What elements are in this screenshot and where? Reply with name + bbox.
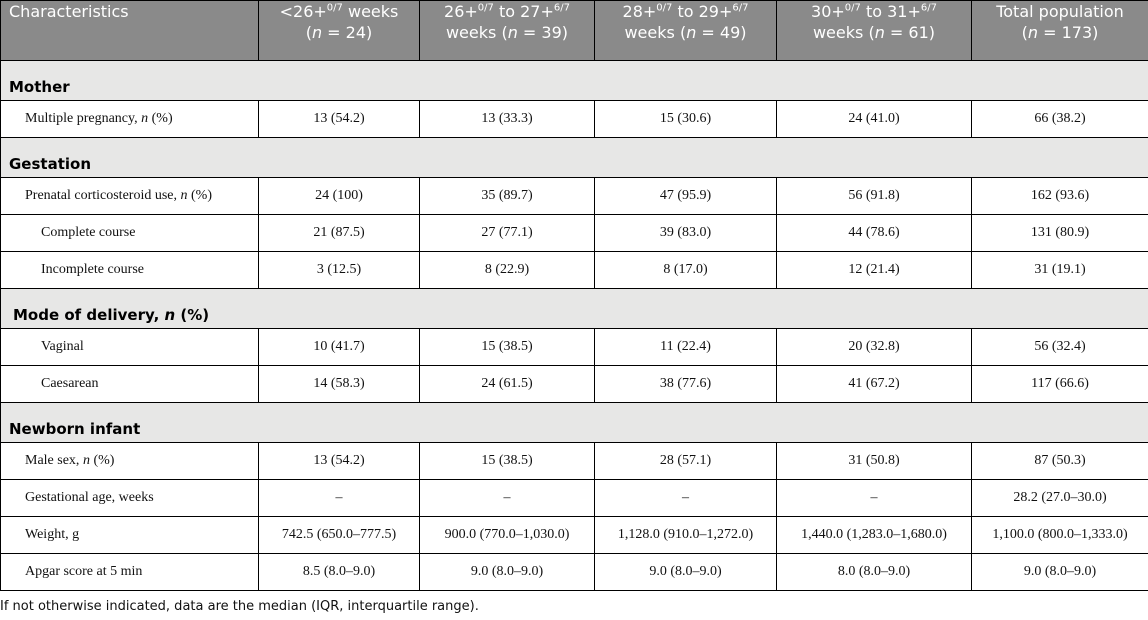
table-cell: 8 (17.0): [595, 252, 777, 289]
section-row-newborn: [1, 403, 1148, 443]
n-eq: =: [696, 23, 720, 42]
table-cell: 12 (21.4): [777, 252, 972, 289]
table-row: [1, 517, 1148, 554]
n-value: 39: [541, 23, 562, 42]
table-cell: 10 (41.7): [259, 329, 420, 366]
n-eq: =: [1038, 23, 1062, 42]
n-paren: (: [501, 23, 508, 42]
table-cell: 15 (38.5): [420, 329, 595, 366]
table-cell: 28.2 (27.0–30.0): [972, 480, 1148, 517]
label-text: (%): [148, 111, 173, 126]
n-paren: ): [928, 23, 936, 42]
table-cell: 9.0 (8.0–9.0): [595, 554, 777, 591]
table-row: [1, 252, 1148, 289]
table-row: [1, 178, 1148, 215]
table-cell: 15 (38.5): [420, 443, 595, 480]
n-symbol: n: [1027, 23, 1038, 42]
row-label: Incomplete course: [1, 252, 259, 289]
table-cell: 131 (80.9): [972, 215, 1148, 252]
row-label: Vaginal: [1, 329, 259, 366]
table-cell: 8.5 (8.0–9.0): [259, 554, 420, 591]
table-row: [1, 554, 1148, 591]
header-text: to 31+: [860, 2, 921, 21]
n-value: 24: [345, 23, 367, 42]
table-cell: 900.0 (770.0–1,030.0): [420, 517, 595, 554]
header-30-31: [777, 1, 972, 61]
header-text: weeks: [445, 23, 497, 42]
label-text: Prenatal corticosteroid use,: [25, 188, 181, 203]
table-cell: 14 (58.3): [259, 366, 420, 403]
table-cell: 24 (41.0): [777, 101, 972, 138]
n-paren: ): [740, 23, 747, 42]
header-text: Total population: [996, 2, 1124, 21]
n-paren: ): [366, 23, 373, 42]
table-cell: –: [259, 480, 420, 517]
header-text: to 29+: [672, 2, 733, 21]
table-cell: 15 (30.6): [595, 101, 777, 138]
table-cell: 21 (87.5): [259, 215, 420, 252]
table-cell: 13 (54.2): [259, 443, 420, 480]
n-eq: =: [884, 23, 909, 42]
header-sup: 0/7: [326, 2, 343, 14]
n-value: 61: [908, 23, 929, 42]
table-cell: 27 (77.1): [420, 215, 595, 252]
section-row-mother: [1, 61, 1148, 101]
header-28-29: [595, 1, 777, 61]
header-text: weeks: [812, 23, 864, 42]
table-row: [1, 443, 1148, 480]
table-cell: 28 (57.1): [595, 443, 777, 480]
table-cell: –: [777, 480, 972, 517]
label-text: Male sex,: [25, 453, 83, 468]
n-paren: (: [868, 23, 875, 42]
table-cell: 162 (93.6): [972, 178, 1148, 215]
table-cell: 13 (54.2): [259, 101, 420, 138]
table-row: [1, 329, 1148, 366]
label-italic: n: [141, 111, 149, 126]
n-paren: (: [679, 23, 687, 42]
table-cell: 742.5 (650.0–777.5): [259, 517, 420, 554]
section-text: Mode of delivery,: [13, 306, 165, 324]
table-cell: 3 (12.5): [259, 252, 420, 289]
table-cell: 24 (61.5): [420, 366, 595, 403]
header-text: 30+: [811, 2, 845, 21]
row-label: Caesarean: [1, 366, 259, 403]
table-cell: 117 (66.6): [972, 366, 1148, 403]
section-row-gestation: [1, 138, 1148, 178]
header-sup: 6/7: [732, 2, 749, 14]
header-row: [1, 1, 1148, 61]
table-cell: 56 (32.4): [972, 329, 1148, 366]
n-eq: =: [322, 23, 346, 42]
header-text: to 27+: [493, 2, 554, 21]
table-row: [1, 215, 1148, 252]
header-sup: 6/7: [553, 2, 570, 14]
n-paren: ): [561, 23, 569, 42]
label-italic: n: [180, 188, 188, 203]
header-label: Characteristics: [9, 2, 129, 21]
table-footnote: If not otherwise indicated, data are the median (IQR, interquartile range).: [0, 599, 479, 614]
table-cell: 24 (100): [259, 178, 420, 215]
table-cell: 8.0 (8.0–9.0): [777, 554, 972, 591]
table-cell: 35 (89.7): [420, 178, 595, 215]
table-cell: 11 (22.4): [595, 329, 777, 366]
header-text: 28+: [622, 2, 657, 21]
label-text: (%): [89, 453, 115, 468]
table-cell: 31 (50.8): [777, 443, 972, 480]
section-italic: n: [164, 306, 176, 324]
row-label: [1, 443, 259, 480]
n-paren: ): [1092, 23, 1099, 42]
label-text: (%): [187, 188, 213, 203]
n-symbol: n: [874, 23, 885, 42]
section-title: Mother: [1, 61, 1148, 101]
n-eq: =: [517, 23, 542, 42]
table-cell: 31 (19.1): [972, 252, 1148, 289]
table-cell: 1,100.0 (800.0–1,333.0): [972, 517, 1148, 554]
n-symbol: n: [311, 23, 323, 42]
header-sup: 0/7: [656, 2, 673, 14]
table-cell: 13 (33.3): [420, 101, 595, 138]
section-title: Newborn infant: [1, 403, 1148, 443]
table-cell: 38 (77.6): [595, 366, 777, 403]
row-label: [1, 101, 259, 138]
table-cell: 1,128.0 (910.0–1,272.0): [595, 517, 777, 554]
table-cell: 20 (32.8): [777, 329, 972, 366]
header-lt26: [259, 1, 420, 61]
section-text: (%): [175, 306, 210, 324]
table-cell: 66 (38.2): [972, 101, 1148, 138]
section-row-delivery: [1, 289, 1148, 329]
table-cell: 39 (83.0): [595, 215, 777, 252]
row-label: Gestational age, weeks: [1, 480, 259, 517]
header-text: 26+: [444, 2, 478, 21]
header-characteristics: [1, 1, 259, 61]
n-paren: (: [305, 23, 312, 42]
table-row: [1, 101, 1148, 138]
table-cell: –: [595, 480, 777, 517]
table-cell: 41 (67.2): [777, 366, 972, 403]
header-sup: 6/7: [920, 2, 937, 14]
row-label: Weight, g: [1, 517, 259, 554]
section-title: [1, 289, 1148, 329]
header-text: weeks: [342, 2, 399, 21]
row-label: [1, 178, 259, 215]
table-cell: 47 (95.9): [595, 178, 777, 215]
n-paren: (: [1021, 23, 1028, 42]
table-cell: 9.0 (8.0–9.0): [972, 554, 1148, 591]
table-cell: –: [420, 480, 595, 517]
table-row: [1, 480, 1148, 517]
table-cell: 87 (50.3): [972, 443, 1148, 480]
header-sup: 0/7: [477, 2, 494, 14]
n-symbol: n: [686, 23, 697, 42]
table-cell: 9.0 (8.0–9.0): [420, 554, 595, 591]
header-text: <26+: [279, 2, 327, 21]
row-label: Complete course: [1, 215, 259, 252]
header-26-27: [420, 1, 595, 61]
n-value: 173: [1061, 23, 1093, 42]
table-cell: 56 (91.8): [777, 178, 972, 215]
section-title: Gestation: [1, 138, 1148, 178]
label-italic: n: [82, 453, 90, 468]
label-text: Multiple pregnancy,: [25, 111, 142, 126]
table-cell: 8 (22.9): [420, 252, 595, 289]
table-cell: 44 (78.6): [777, 215, 972, 252]
row-label: Apgar score at 5 min: [1, 554, 259, 591]
table-row: [1, 366, 1148, 403]
table-cell: 1,440.0 (1,283.0–1,680.0): [777, 517, 972, 554]
n-value: 49: [719, 23, 741, 42]
n-symbol: n: [507, 23, 518, 42]
header-text: weeks: [624, 23, 675, 42]
header-total: [972, 1, 1148, 61]
header-sup: 0/7: [844, 2, 861, 14]
